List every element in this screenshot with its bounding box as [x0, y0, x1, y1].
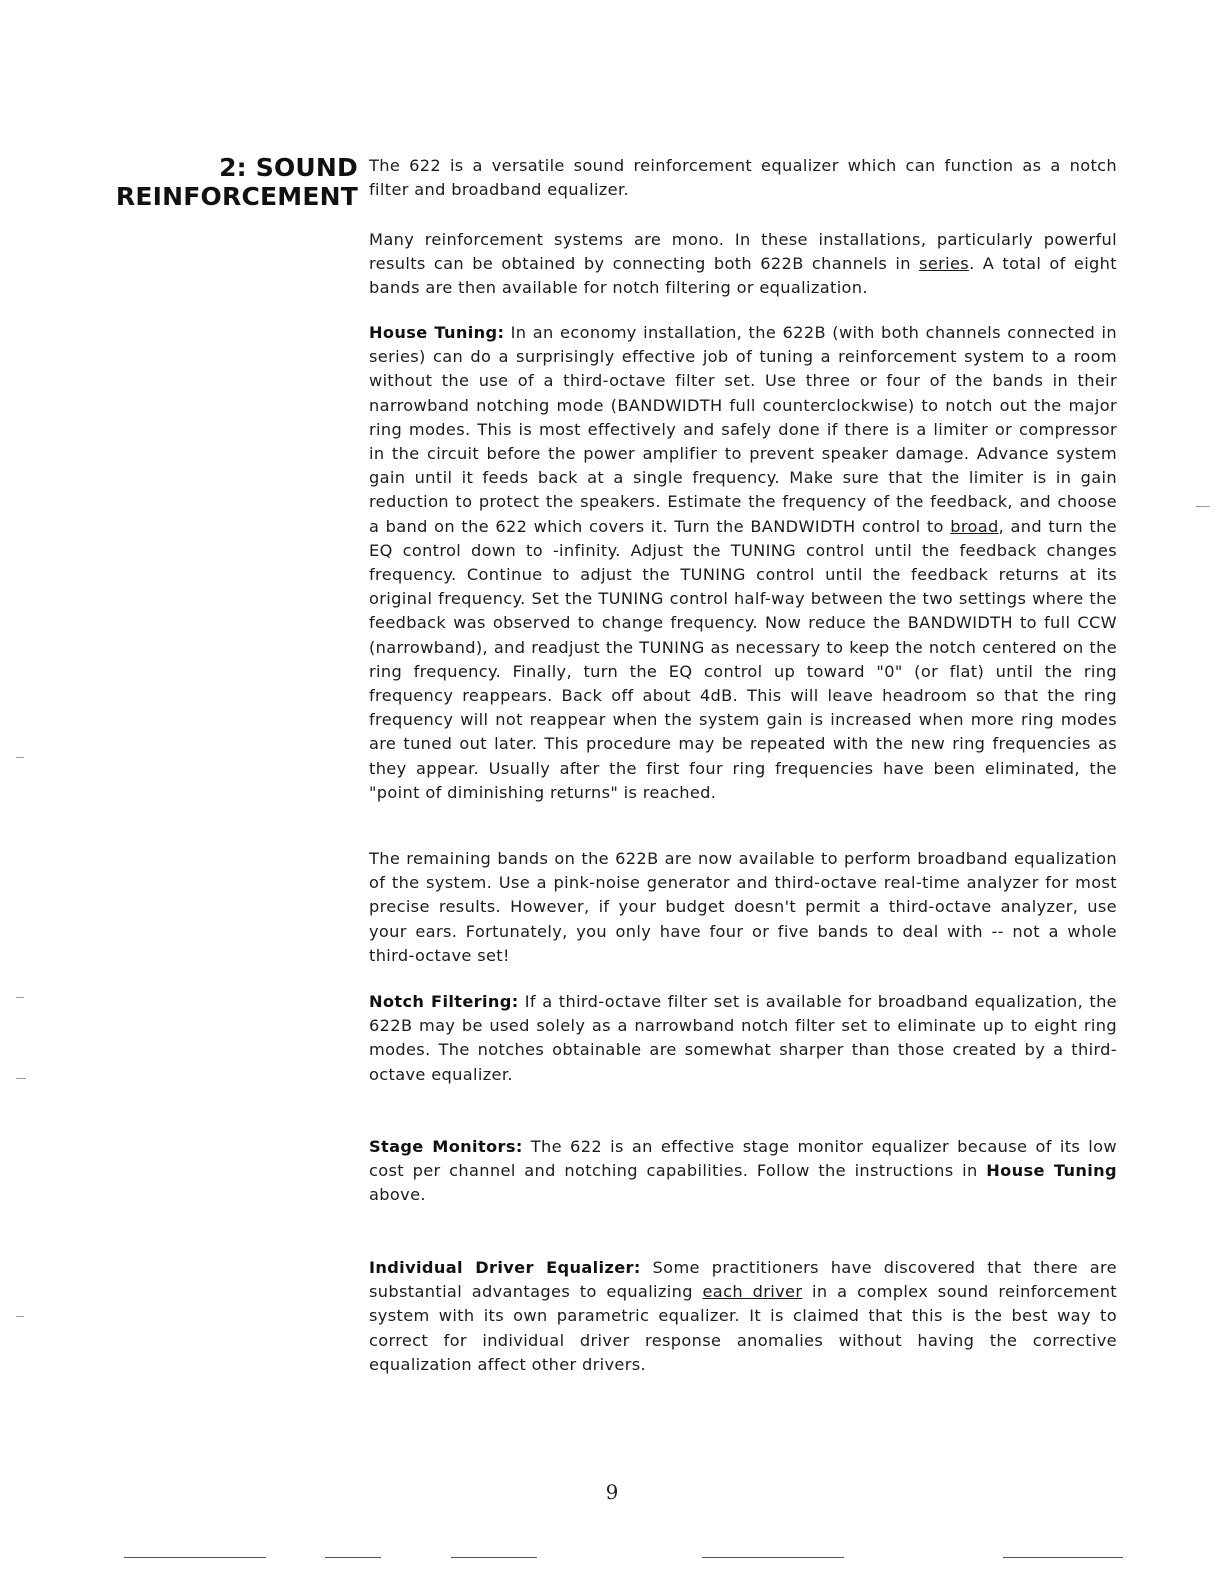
- bottom-rule-segment: [702, 1557, 844, 1558]
- notch-filtering-paragraph: Notch Filtering: If a third-octave filter set is available for broadband equalization, the 622B may be used solely as a narrowband notch filter set to eliminate up to eight ring modes. The notches obtainable are somewhat sharper than those created by a third-octave equalizer.: [369, 992, 1117, 1084]
- page-number: 9: [605, 1480, 619, 1504]
- each-driver-text: each driver: [702, 1282, 803, 1302]
- series-underlined: series: [919, 254, 970, 274]
- notch-filtering-heading: Notch Filtering:: [369, 992, 519, 1011]
- mono-paragraph: Many reinforcement systems are mono. In these installations, particularly powerful results can be obtained by connecting both 622B channels in series. A total of eight bands are then available for notch filtering or equalization.: [369, 230, 1117, 298]
- bottom-rule-segment: [124, 1557, 266, 1558]
- house-tuning-heading: House Tuning:: [369, 323, 505, 342]
- house-tuning-paragraph: House Tuning: In an economy installation, the 622B (with both channels connected in series) can do a surprisingly effective job of tuning a reinforcement system to a room without the use of a third-octave filter set. Use three or four of the bands in their narrowband notching mode (BANDWIDTH full counterclockwise) to notch out the major ring modes. This is most effectively and safely done if there is a limiter or compressor in the circuit before the power amplifier to prevent speaker damage. Advance system gain until it feeds back at a single frequency. Make sure that the limiter is in gain reduction to protect the speakers. Estimate the frequency of the feedback, and choose a band on the 622 which covers it. Turn the BANDWIDTH control to broad, and turn the EQ control down to -infinity. Adjust the TUNING control until the feedback changes frequency. Continue to adjust the TUNING control until the feedback returns at its original frequency. Set the TUNING control half-way between the two settings where the feedback was observed to change frequency. Now reduce the BANDWIDTH to full CCW (narrowband), and readjust the TUNING as necessary to keep the notch centered on the ring frequency. Finally, turn the EQ control up toward "0" (or flat) until the ring frequency reappears. Back off about 4dB. This will leave headroom so that the ring frequency will not reappear when the system gain is increased when more ring modes are tuned out later. This procedure may be repeated with the new ring frequencies as they appear. Usually after the first four ring frequencies have been eliminated, the "point of diminishing returns" is reached.: [369, 323, 1117, 802]
- stage-monitors-paragraph: Stage Monitors: The 622 is an effective stage monitor equalizer because of its low cost per channel and notching capabilities. Follow the instructions in House Tuning above.: [369, 1137, 1117, 1205]
- section-title: REINFORCEMENT: [115, 182, 358, 211]
- margin-mark: [16, 1078, 26, 1079]
- driver-equalizer-paragraph: Individual Driver Equalizer: Some practitioners have discovered that there are substantial advantages to equalizing each driver in a complex sound reinforcement system with its own parametric equalizer. It is claimed that this is the best way to correct for individual driver response anomalies without having the corrective equalization affect other drivers.: [369, 1258, 1118, 1374]
- section-number-title: 2: SOUND: [219, 153, 358, 182]
- driver-equalizer-heading: Individual Driver Equalizer:: [369, 1258, 641, 1277]
- house-tuning-reference: House Tuning: [986, 1161, 1117, 1181]
- bottom-rule-segment: [451, 1557, 537, 1558]
- remaining-bands-paragraph: The remaining bands on the 622B are now available to perform broadband equalization of the system. Use a pink-noise generator and third-octave real-time analyzer for most precise results. However, if your budget doesn't permit a third-octave analyzer, use your ears. Fortunately, you only have four or five bands to deal with -- not a whole third-octave set!: [369, 849, 1117, 965]
- margin-mark: [16, 757, 24, 758]
- margin-mark: [16, 997, 24, 998]
- bottom-rule-segment: [1003, 1557, 1123, 1558]
- broad-underlined: broad: [950, 516, 999, 536]
- stage-monitors-heading: Stage Monitors:: [369, 1137, 523, 1156]
- margin-mark: [16, 1316, 24, 1317]
- bottom-rule-segment: [325, 1557, 381, 1558]
- edge-mark: [1196, 506, 1210, 507]
- intro-paragraph: The 622 is a versatile sound reinforcement equalizer which can function as a notch filter and broadband equalizer.: [369, 156, 1117, 200]
- section-heading: [116, 153, 358, 211]
